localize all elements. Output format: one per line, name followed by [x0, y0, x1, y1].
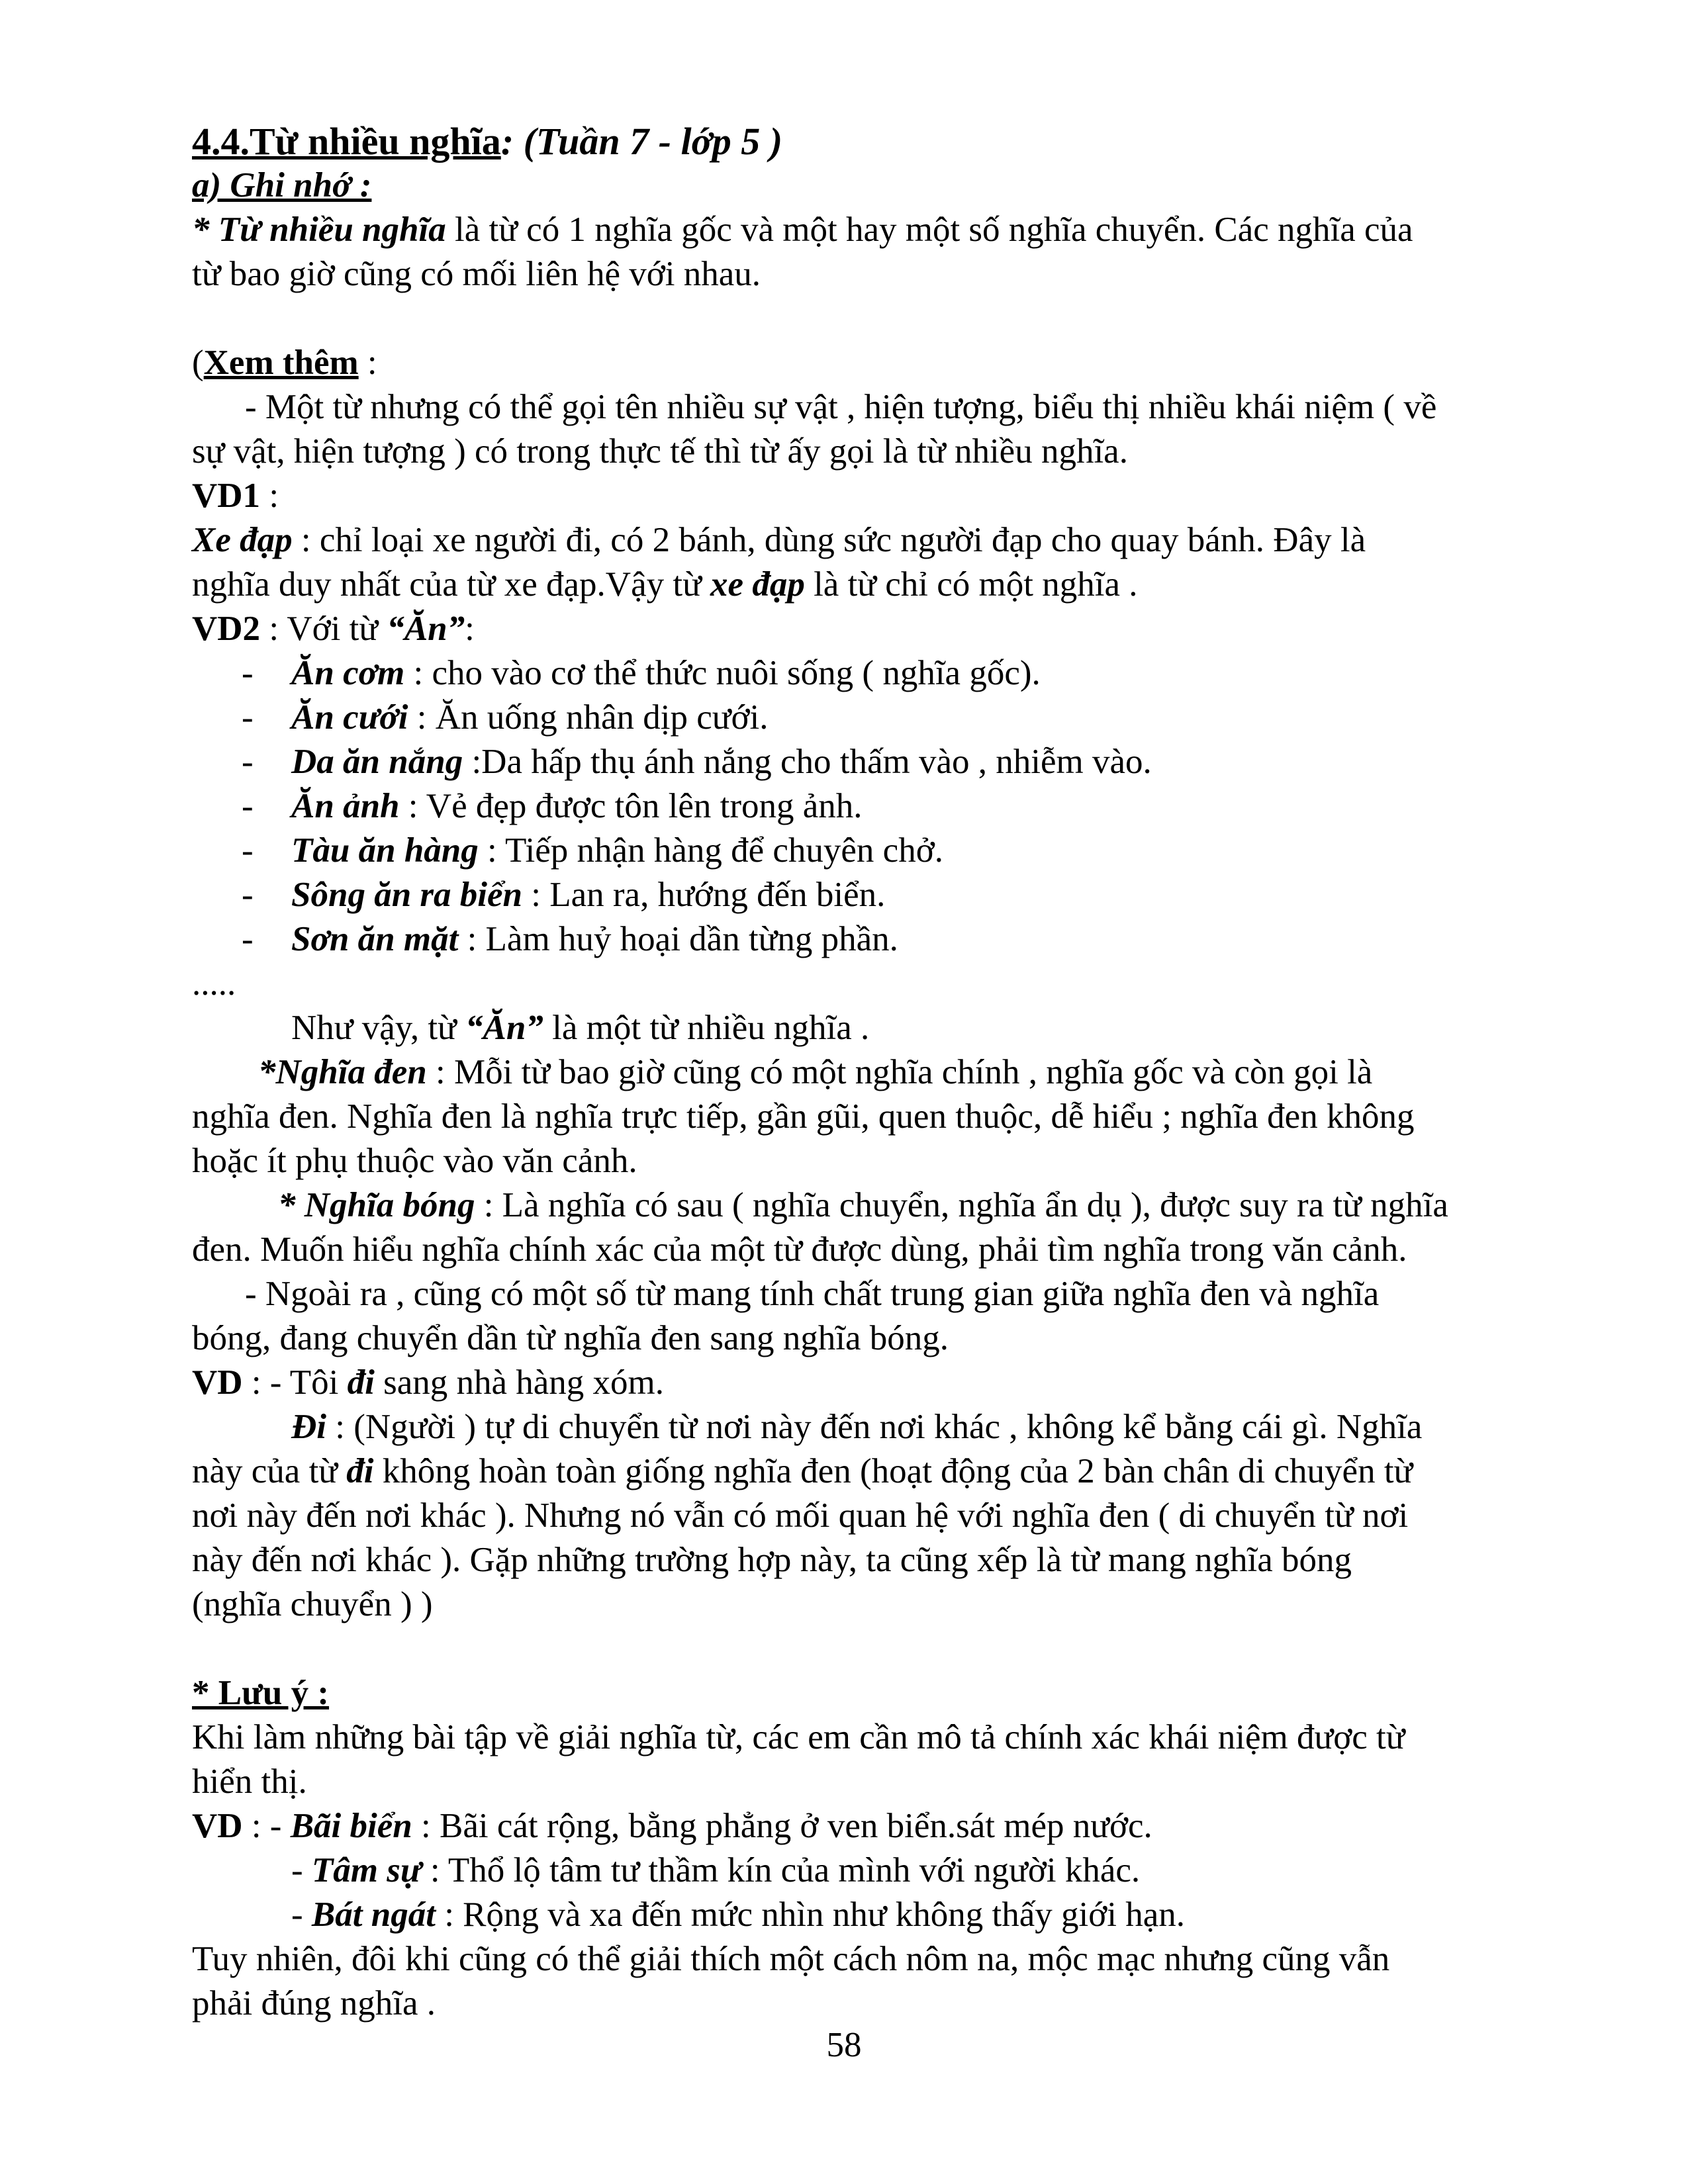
list-item: - Ăn cưới : Ăn uống nhân dịp cưới. [242, 698, 769, 737]
vd3-para-line-3: nơi này đến nơi khác ). Nhưng nó vẫn có mối quan hệ với nghĩa đen ( di chuyển từ nơi [192, 1496, 1409, 1535]
conclusion-text-a: Như vậy, từ [291, 1009, 466, 1047]
vd1-text-a: nghĩa duy nhất của từ xe đạp.Vậy từ [192, 565, 711, 604]
list-item-term: Sơn ăn mặt [291, 920, 459, 958]
vd1-label-line [192, 474, 1575, 518]
list-item-term: Tâm sự [311, 1851, 422, 1889]
list-item-term: Tàu ăn hàng [291, 831, 479, 870]
list-item: - Tàu ăn hàng : Tiếp nhận hàng để chuyên chở. [242, 831, 943, 870]
list-item-def: : Lan ra, hướng đến biển. [522, 876, 886, 914]
list-item: - Ăn cơm : cho vào cơ thể thức nuôi sống ( nghĩa gốc). [242, 654, 1041, 692]
luu-y-closing-2: phải đúng nghĩa . [192, 1984, 436, 2023]
page-number: 58 [826, 2026, 862, 2064]
list-item-def: : Bãi cát rộng, bằng phẳng ở ven biển.sát mép nước. [412, 1807, 1152, 1845]
vd3-para-line-1 [192, 1405, 1575, 1449]
list-item-term: Da ăn nắng [291, 743, 463, 781]
list-item-def: : cho vào cơ thể thức nuôi sống ( nghĩa gốc). [404, 654, 1041, 692]
vd2-label-line [192, 607, 1575, 651]
vd3-para-text-b: không hoàn toàn giống nghĩa đen (hoạt động của 2 bàn chân di chuyển từ [373, 1452, 1413, 1490]
vd2-list [192, 651, 1575, 962]
section-title: Từ nhiều nghĩa [250, 120, 501, 163]
luu-y-vd-sep: : - [242, 1807, 291, 1845]
list-item: - Sông ăn ra biển : Lan ra, hướng đến biển. [242, 876, 886, 914]
list-item-term: Bãi biển [290, 1807, 412, 1845]
xem-them-def-2: sự vật, hiện tượng ) có trong thực tế thì từ ấy gọi là từ nhiều nghĩa. [192, 432, 1128, 471]
vd3-para-text-a: này của từ [192, 1452, 347, 1490]
vd3-label: VD [192, 1363, 243, 1402]
ghi-nho-line-1 [192, 208, 1575, 252]
section-subtitle: : (Tuần 7 - lớp 5 ) [500, 120, 783, 163]
conclusion-word: “Ăn” [465, 1009, 543, 1047]
luu-y-heading: * Lưu ý : [192, 1674, 330, 1712]
open-paren: ( [192, 343, 204, 382]
section-heading [192, 119, 1575, 163]
ghi-nho-line-2: từ bao giờ cũng có mối liên hệ với nhau. [192, 255, 761, 293]
vd3-para-line-2 [192, 1449, 1575, 1494]
vd1-term: Xe đạp [192, 521, 293, 559]
ghi-nho-heading: a) Ghi nhớ : [192, 166, 372, 205]
colon: : [260, 477, 279, 515]
list-item-def: : Vẻ đẹp được tôn lên trong ảnh. [399, 787, 863, 825]
list-item-def: : Tiếp nhận hàng để chuyên chở. [478, 831, 943, 870]
vd3-para-text: : (Người ) tự di chuyển từ nơi này đến nơi khác , không kể bằng cái gì. Nghĩa [326, 1408, 1423, 1446]
vd3-para-line-5: (nghĩa chuyển ) ) [192, 1585, 433, 1623]
list-item: - Da ăn nắng :Da hấp thụ ánh nắng cho thấm vào , nhiễm vào. [242, 743, 1152, 781]
vd3-para-line-4: này đến nơi khác ). Gặp những trường hợp này, ta cũng xếp là từ mang nghĩa bóng [192, 1541, 1352, 1579]
nghia-den-text: : Mỗi từ bao giờ cũng có một nghĩa chính , nghĩa gốc và còn gọi là [426, 1053, 1373, 1091]
list-item-term: Sông ăn ra biển [291, 876, 523, 914]
list-item-term: Ăn cơm [291, 654, 405, 692]
colon: : [465, 610, 475, 648]
ellipsis: ..... [192, 964, 236, 1003]
vd3-para-term: Đi [291, 1408, 326, 1446]
nghia-den-line-1 [192, 1050, 1575, 1095]
vd1-text-b: là từ chỉ có một nghĩa . [804, 565, 1138, 604]
nghia-bong-text: : Là nghĩa có sau ( nghĩa chuyển, nghĩa ẩn dụ ), được suy ra từ nghĩa [475, 1186, 1448, 1224]
nghia-bong-line-2: đen. Muốn hiểu nghĩa chính xác của một từ được dùng, phải tìm nghĩa trong văn cảnh. [192, 1230, 1407, 1269]
list-item-term: Ăn cưới [291, 698, 408, 737]
vd2-label: VD2 [192, 610, 261, 648]
luu-y-vd-line [192, 1804, 1575, 1848]
luu-y-closing-1: Tuy nhiên, đôi khi cũng có thể giải thích một cách nôm na, mộc mạc nhưng cũng vẫn [192, 1940, 1390, 1978]
vd1-label: VD1 [192, 477, 261, 515]
luu-y-vd-label: VD [192, 1807, 243, 1845]
luu-y-line-1: Khi làm những bài tập về giải nghĩa từ, các em cần mô tả chính xác khái niệm được từ [192, 1718, 1405, 1756]
vd1-text: : chỉ loại xe người đi, có 2 bánh, dùng sức người đạp cho quay bánh. Đây là [292, 521, 1366, 559]
dash: - [291, 1851, 312, 1889]
dash: - [291, 1895, 312, 1934]
xem-them-heading [192, 341, 1575, 385]
nghia-den-line-2: nghĩa đen. Nghĩa đen là nghĩa trực tiếp, gần gũi, quen thuộc, dễ hiểu ; nghĩa đen không [192, 1097, 1415, 1136]
document-page [192, 119, 1575, 2026]
nghia-bong-term: * Nghĩa bóng [278, 1186, 475, 1224]
vd3-term: đi [347, 1363, 375, 1402]
section-number: 4.4. [192, 120, 250, 163]
ngoai-ra-line-2: bóng, đang chuyển dần từ nghĩa đen sang nghĩa bóng. [192, 1319, 949, 1357]
ghi-nho-text: là từ có 1 nghĩa gốc và một hay một số nghĩa chuyển. Các nghĩa của [445, 210, 1413, 249]
nghia-den-term: *Nghĩa đen [258, 1053, 427, 1091]
list-item-def: :Da hấp thụ ánh nắng cho thấm vào , nhiễm vào. [463, 743, 1152, 781]
list-item-def: : Ăn uống nhân dịp cưới. [408, 698, 769, 737]
vd1-line-2 [192, 563, 1575, 607]
vd2-conclusion [192, 1006, 1575, 1050]
ngoai-ra-line-1: - Ngoài ra , cũng có một số từ mang tính chất trung gian giữa nghĩa đen và nghĩa [245, 1275, 1380, 1313]
luu-y-line-2: hiển thị. [192, 1762, 307, 1801]
list-item-def: : Thổ lộ tâm tư thầm kín của mình với người khác. [421, 1851, 1141, 1889]
list-item-term: Ăn ảnh [291, 787, 400, 825]
xem-them-def-1: - Một từ nhưng có thể gọi tên nhiều sự vật , hiện tượng, biểu thị nhiều khái niệm ( về [245, 388, 1437, 426]
ghi-nho-term: * Từ nhiều nghĩa [192, 210, 446, 249]
vd1-term-2: xe đạp [710, 565, 805, 604]
conclusion-text-b: là một từ nhiều nghĩa . [543, 1009, 870, 1047]
xem-them-label: Xem thêm [203, 343, 359, 382]
vd1-line-1 [192, 518, 1575, 563]
list-item-def: : Làm huỷ hoại dần từng phần. [458, 920, 898, 958]
spacer [192, 296, 1575, 341]
list-item-term: Bát ngát [311, 1895, 436, 1934]
vd3-text-a: : - Tôi [242, 1363, 348, 1402]
vd3-text-b: sang nhà hàng xóm. [374, 1363, 665, 1402]
vd3-line [192, 1361, 1575, 1405]
spacer [192, 1627, 1575, 1671]
list-item: - Sơn ăn mặt : Làm huỷ hoại dần từng phần. [242, 920, 898, 958]
vd2-intro: : Với từ [260, 610, 387, 648]
vd2-word: “Ăn” [387, 610, 465, 648]
colon: : [358, 343, 377, 382]
luu-y-item [192, 1848, 1575, 1893]
list-item-def: : Rộng và xa đến mức nhìn như không thấy giới hạn. [435, 1895, 1186, 1934]
luu-y-item [192, 1893, 1575, 1937]
list-item: - Ăn ảnh : Vẻ đẹp được tôn lên trong ảnh. [242, 787, 863, 825]
nghia-bong-line-1 [192, 1183, 1575, 1228]
nghia-den-line-3: hoặc ít phụ thuộc vào văn cảnh. [192, 1142, 637, 1180]
vd3-para-term-2: đi [346, 1452, 374, 1490]
